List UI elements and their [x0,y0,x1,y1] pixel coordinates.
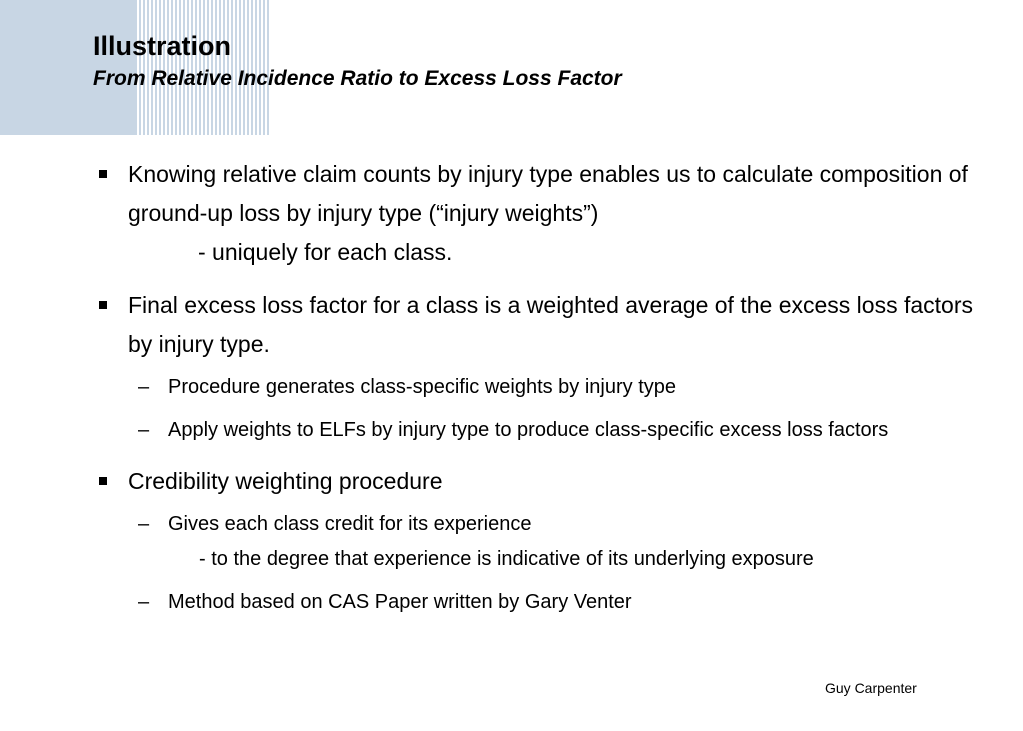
sub-bullet-list [98,507,978,620]
sub-bullet-item [98,507,978,577]
sub-bullet-text: Procedure generates class-specific weights by injury type [168,376,677,398]
sub-bullet-text: Method based on CAS Paper written by Gary Venter [168,591,632,613]
sub-bullet-item [98,370,978,405]
slide-subtitle: From Relative Incidence Ratio to Excess Loss Factor [93,67,622,90]
bullet-continuation: - uniquely for each class. [198,239,453,265]
dash-bullet-icon: – [138,376,150,398]
sub-bullet-item [98,585,978,620]
slide-title: Illustration [93,31,232,61]
dash-bullet-icon: – [138,419,150,441]
sub-bullet-continuation: - to the degree that experience is indicative of its underlying exposure [199,548,814,570]
square-bullet-icon [99,301,107,309]
bullet-item-3 [98,462,978,620]
footer-company-name: Guy Carpenter [825,680,917,696]
bullet-text: Knowing relative claim counts by injury type enables us to calculate composition of ground-up loss by injury type (“injury weights”) [128,161,968,226]
bullet-text: Final excess loss factor for a class is a weighted average of the excess loss factors by injury type. [128,292,973,357]
sub-bullet-list [98,370,978,448]
slide-body [98,155,978,634]
sub-bullet-text: Gives each class credit for its experience [168,513,532,535]
bullet-item-2 [98,286,978,448]
dash-bullet-icon: – [138,591,150,613]
sub-bullet-item [98,413,978,448]
square-bullet-icon [99,477,107,485]
bullet-item-1 [98,155,978,272]
sub-bullet-text: Apply weights to ELFs by injury type to produce class-specific excess loss factors [168,419,889,441]
bullet-text: Credibility weighting procedure [128,468,443,494]
dash-bullet-icon: – [138,513,150,535]
square-bullet-icon [99,170,107,178]
